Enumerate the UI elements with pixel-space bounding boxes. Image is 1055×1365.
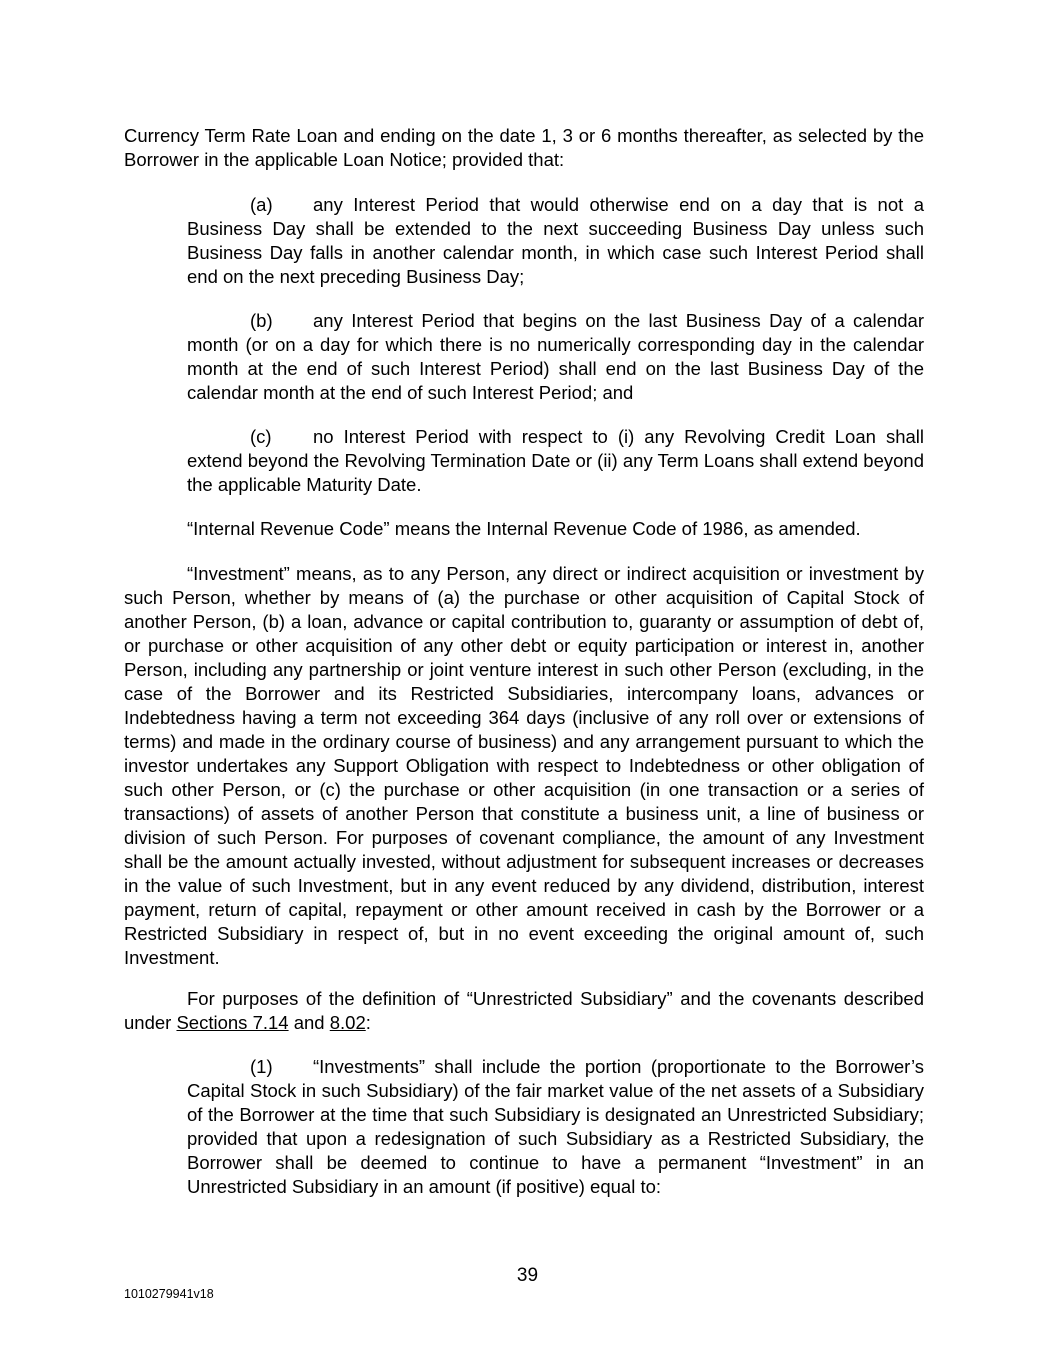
purposes-lead: For purposes of the definition of “Unrestricted Subsidiary” and the covenants described under [124,988,924,1033]
section-reference: 8.02 [329,1012,366,1033]
investment-definition: “Investment” means, as to any Person, any direct or indirect acquisition or investment by such Person, whether by means of (a) the purchase or other acquisition of Capital Stock of another Person, (b) a loan, advance or capital contribution to, guaranty or assumption of debt of, or purchase or other acquisition of any other debt or equity participation or interest in, another Person, including any partnership or joint venture interest in such other Person (excluding, in the case of the Borrower and its Restricted Subsidiaries, intercompany loans, advances or Indebtedness having a term not exceeding 364 days (inclusive of any roll over or extensions of terms) and made in the ordinary course of business) and any arrangement pursuant to which the investor undertakes any Support Obligation with respect to Indebtedness or other obligation of such other Person, or (c) the purchase or other acquisition (in one transaction or a series of transactions) of assets of another Person that constitute a business unit, a line of business or division of such Person. For purposes of covenant compliance, the amount of any Investment shall be the amount actually invested, without adjustment for subsequent increases or decreases in the value of such Investment, but in any event reduced by any dividend, distribution, interest payment, return of capital, repayment or other amount received in cash by the Borrower or a Restricted Subsidiary in respect of, but in no event exceeding the original amount of, such Investment. [124,563,924,968]
clause-c [187,425,924,497]
document-id: 1010279941v18 [124,1287,214,1301]
item-1-label: (1) [250,1056,273,1077]
clause-c-label: (c) [250,426,272,447]
sections-reference: Sections 7.14 [176,1012,289,1033]
clause-a-text: any Interest Period that would otherwise end on a day that is not a Business Day shall be extended to the next succeeding Business Day unless such Business Day falls in another calendar month, in which case such Interest Period shall end on the next preceding Business Day; [187,194,924,287]
clause-b [187,309,924,405]
intro-paragraph: Currency Term Rate Loan and ending on the date 1, 3 or 6 months thereafter, as selected by the Borrower in the applicable Loan Notice; provided that: [124,125,924,170]
clause-c-text: no Interest Period with respect to (i) any Revolving Credit Loan shall extend beyond the Revolving Termination Date or (ii) any Term Loans shall extend beyond the applicable Maturity Date. [187,426,924,495]
purposes-and: and [288,1012,330,1033]
page-number: 39 [516,1265,539,1286]
clause-a-label: (a) [250,194,273,215]
clause-a [187,193,924,289]
internal-revenue-code-definition: “Internal Revenue Code” means the Internal Revenue Code of 1986, as amended. [187,518,861,539]
clause-b-text: any Interest Period that begins on the last Business Day of a calendar month (or on a day for which there is no numerically corresponding day in the calendar month at the end of such Interest Period) shall end on the last Business Day of the calendar month at the end of such Interest Period; and [187,310,924,403]
purposes-paragraph [124,987,924,1035]
item-1-text: “Investments” shall include the portion (proportionate to the Borrower’s Capital Stock in such Subsidiary) of the fair market value of the net assets of a Subsidiary of the Borrower at the time that such Subsidiary is designated an Unrestricted Subsidiary; provided that upon a redesignation of such Subsidiary as a Restricted Subsidiary, the Borrower shall be deemed to continue to have a permanent “Investment” in an Unrestricted Subsidiary in an amount (if positive) equal to: [187,1056,924,1197]
item-1 [187,1055,924,1199]
purposes-end: : [365,1012,371,1033]
clause-b-label: (b) [250,310,273,331]
